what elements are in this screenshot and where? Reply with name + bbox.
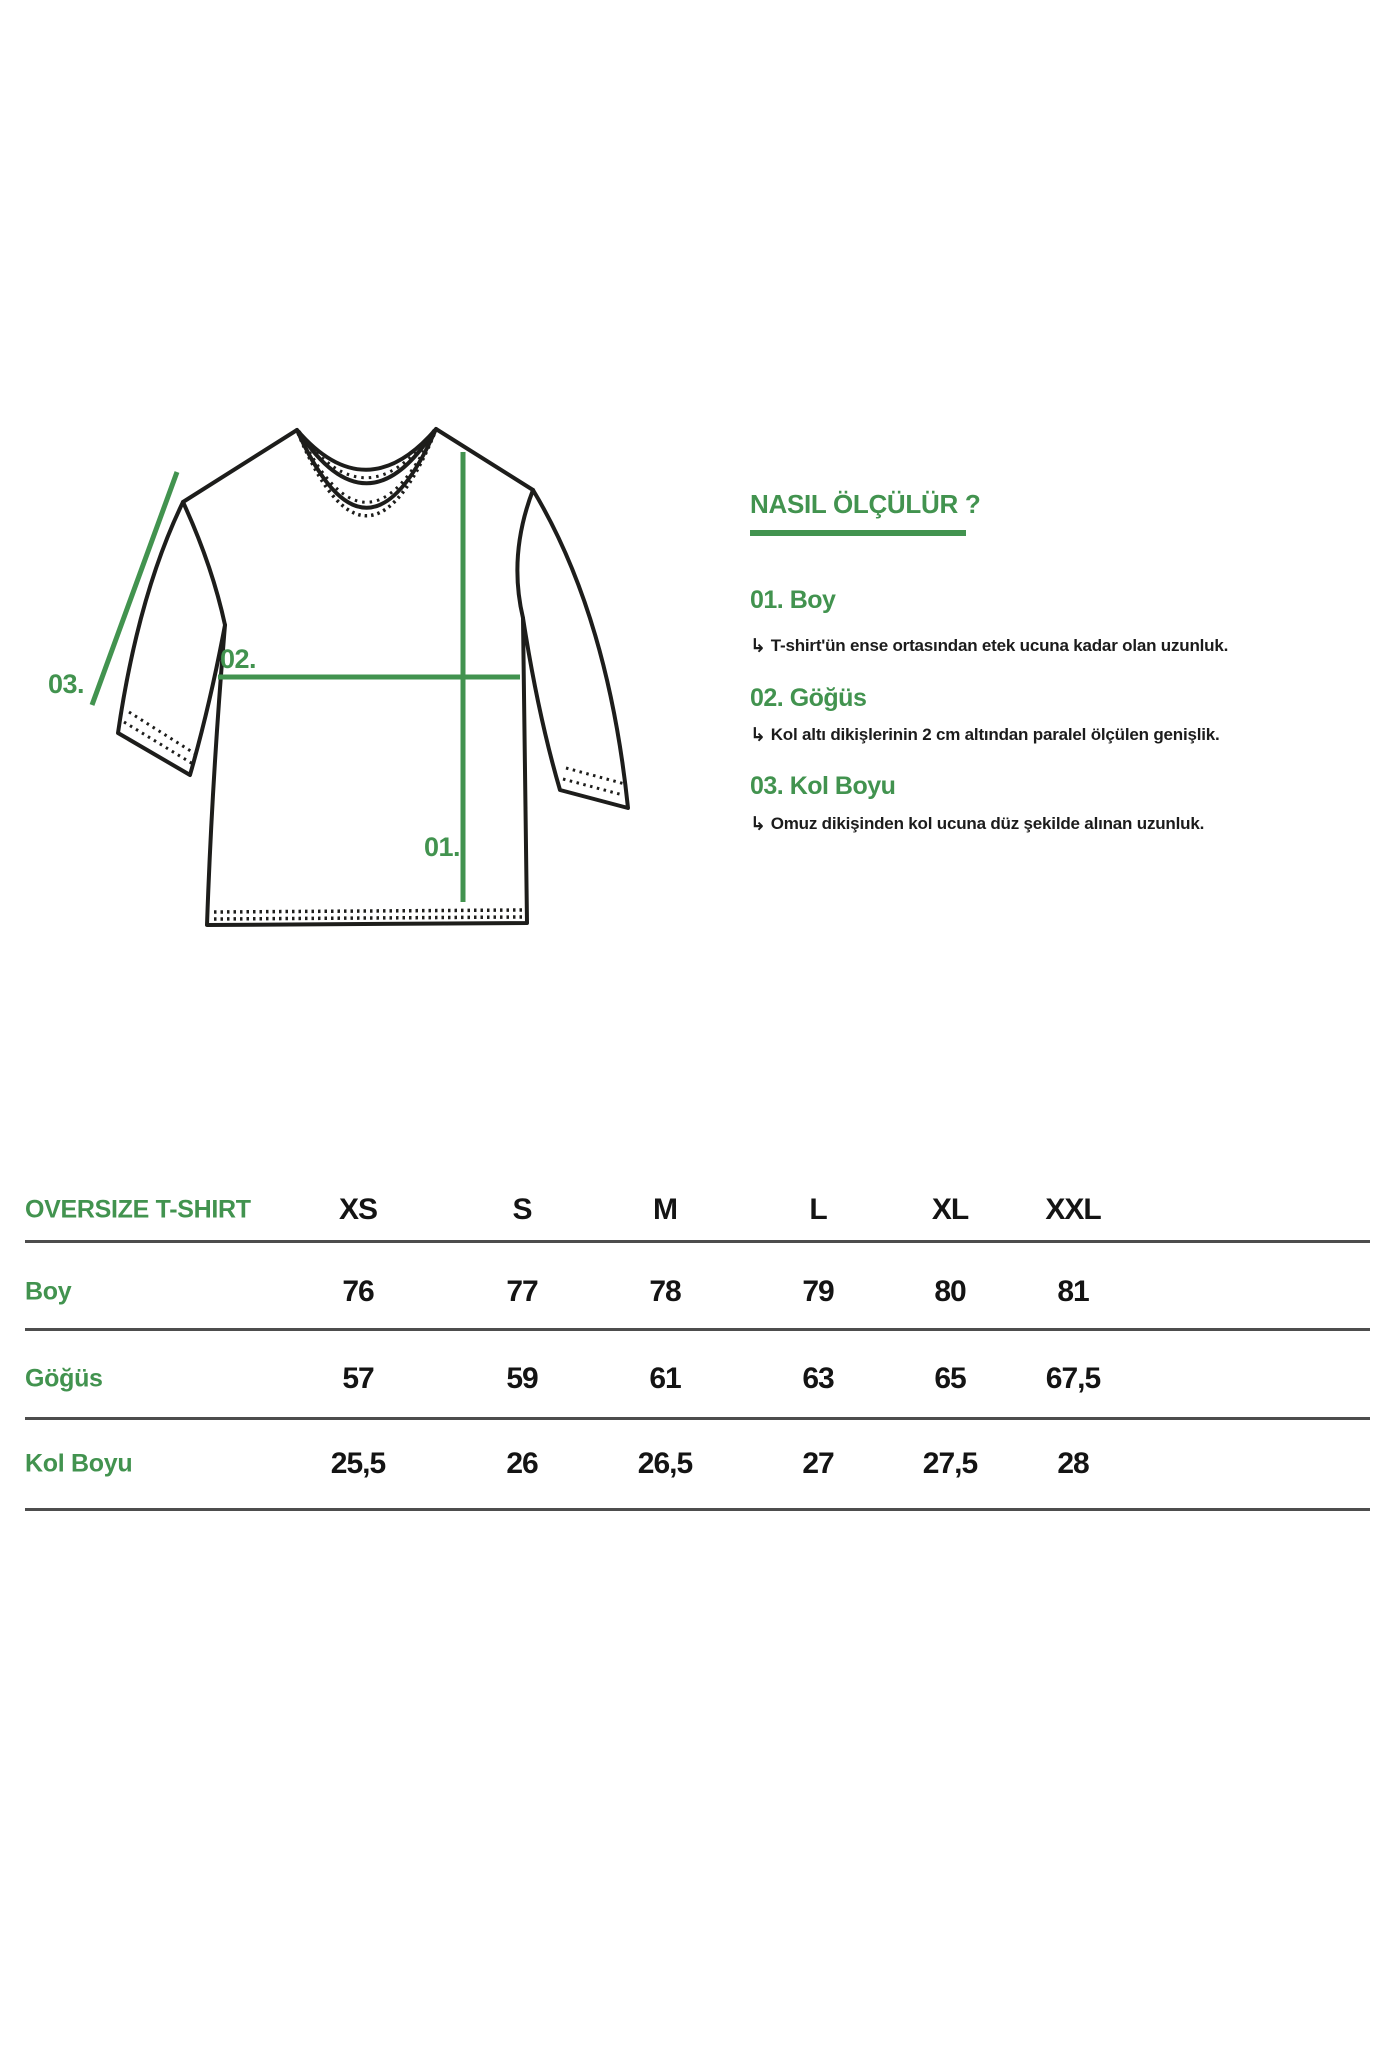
row-label-gogus: Göğüs xyxy=(25,1364,103,1393)
size-column-header-s: S xyxy=(512,1193,532,1226)
section-length-description xyxy=(750,634,1228,657)
size-column-header-l: L xyxy=(809,1193,827,1226)
table-row-chest xyxy=(25,1335,1370,1423)
size-column-header-xl: XL xyxy=(931,1193,969,1226)
table-divider xyxy=(25,1240,1370,1243)
size-value: 63 xyxy=(802,1362,834,1395)
measure-label-length: 01. xyxy=(424,832,461,862)
size-value: 81 xyxy=(1057,1275,1089,1308)
size-value: 57 xyxy=(342,1362,374,1395)
size-value: 80 xyxy=(934,1275,966,1308)
return-arrow-icon: ↳ xyxy=(750,814,766,835)
title-underline xyxy=(750,530,966,536)
section-sleeve-title: 03. Kol Boyu xyxy=(750,772,896,800)
size-value: 77 xyxy=(506,1275,538,1308)
table-row-sleeve xyxy=(25,1420,1370,1508)
size-value: 28 xyxy=(1057,1447,1089,1480)
section-chest-description-text: Kol altı dikişlerinin 2 cm altından paralel ölçülen genişlik. xyxy=(770,725,1220,744)
how-to-measure-title: NASIL ÖLÇÜLÜR ? xyxy=(750,489,981,519)
tshirt-measurement-diagram xyxy=(40,415,660,935)
row-label-boy: Boy xyxy=(25,1277,72,1306)
size-value: 78 xyxy=(649,1275,681,1308)
size-column-header-m: M xyxy=(653,1193,677,1226)
size-value: 26 xyxy=(506,1447,538,1480)
size-table-header xyxy=(25,1185,1370,1235)
size-value: 61 xyxy=(649,1362,681,1395)
size-value: 25,5 xyxy=(330,1447,386,1480)
section-length-description-text: T-shirt'ün ense ortasından etek ucuna kadar olan uzunluk. xyxy=(770,636,1229,655)
size-column-header-xxl: XXL xyxy=(1045,1193,1101,1226)
measure-label-sleeve: 03. xyxy=(48,669,85,699)
table-divider xyxy=(25,1328,1370,1331)
section-chest-title: 02. Göğüs xyxy=(750,684,867,712)
section-length-title: 01. Boy xyxy=(750,586,836,614)
size-value: 65 xyxy=(934,1362,966,1395)
measure-label-chest: 02. xyxy=(220,644,257,674)
size-value: 79 xyxy=(802,1275,834,1308)
product-label: OVERSIZE T-SHIRT xyxy=(25,1195,251,1224)
size-column-header-xs: XS xyxy=(338,1193,378,1226)
size-value: 67,5 xyxy=(1045,1362,1101,1395)
return-arrow-icon: ↳ xyxy=(750,636,766,657)
section-chest-description xyxy=(750,723,1220,746)
size-value: 27,5 xyxy=(922,1447,978,1480)
size-value: 76 xyxy=(342,1275,374,1308)
section-sleeve-description-text: Omuz dikişinden kol ucuna düz şekilde alınan uzunluk. xyxy=(770,814,1205,833)
section-sleeve-description xyxy=(750,812,1204,835)
row-label-kol-boyu: Kol Boyu xyxy=(25,1449,133,1478)
size-value: 59 xyxy=(506,1362,538,1395)
table-divider xyxy=(25,1508,1370,1511)
size-table xyxy=(25,1190,1370,1515)
size-value: 26,5 xyxy=(637,1447,693,1480)
size-value: 27 xyxy=(802,1447,834,1480)
return-arrow-icon: ↳ xyxy=(750,725,766,746)
table-row-length xyxy=(25,1248,1370,1336)
